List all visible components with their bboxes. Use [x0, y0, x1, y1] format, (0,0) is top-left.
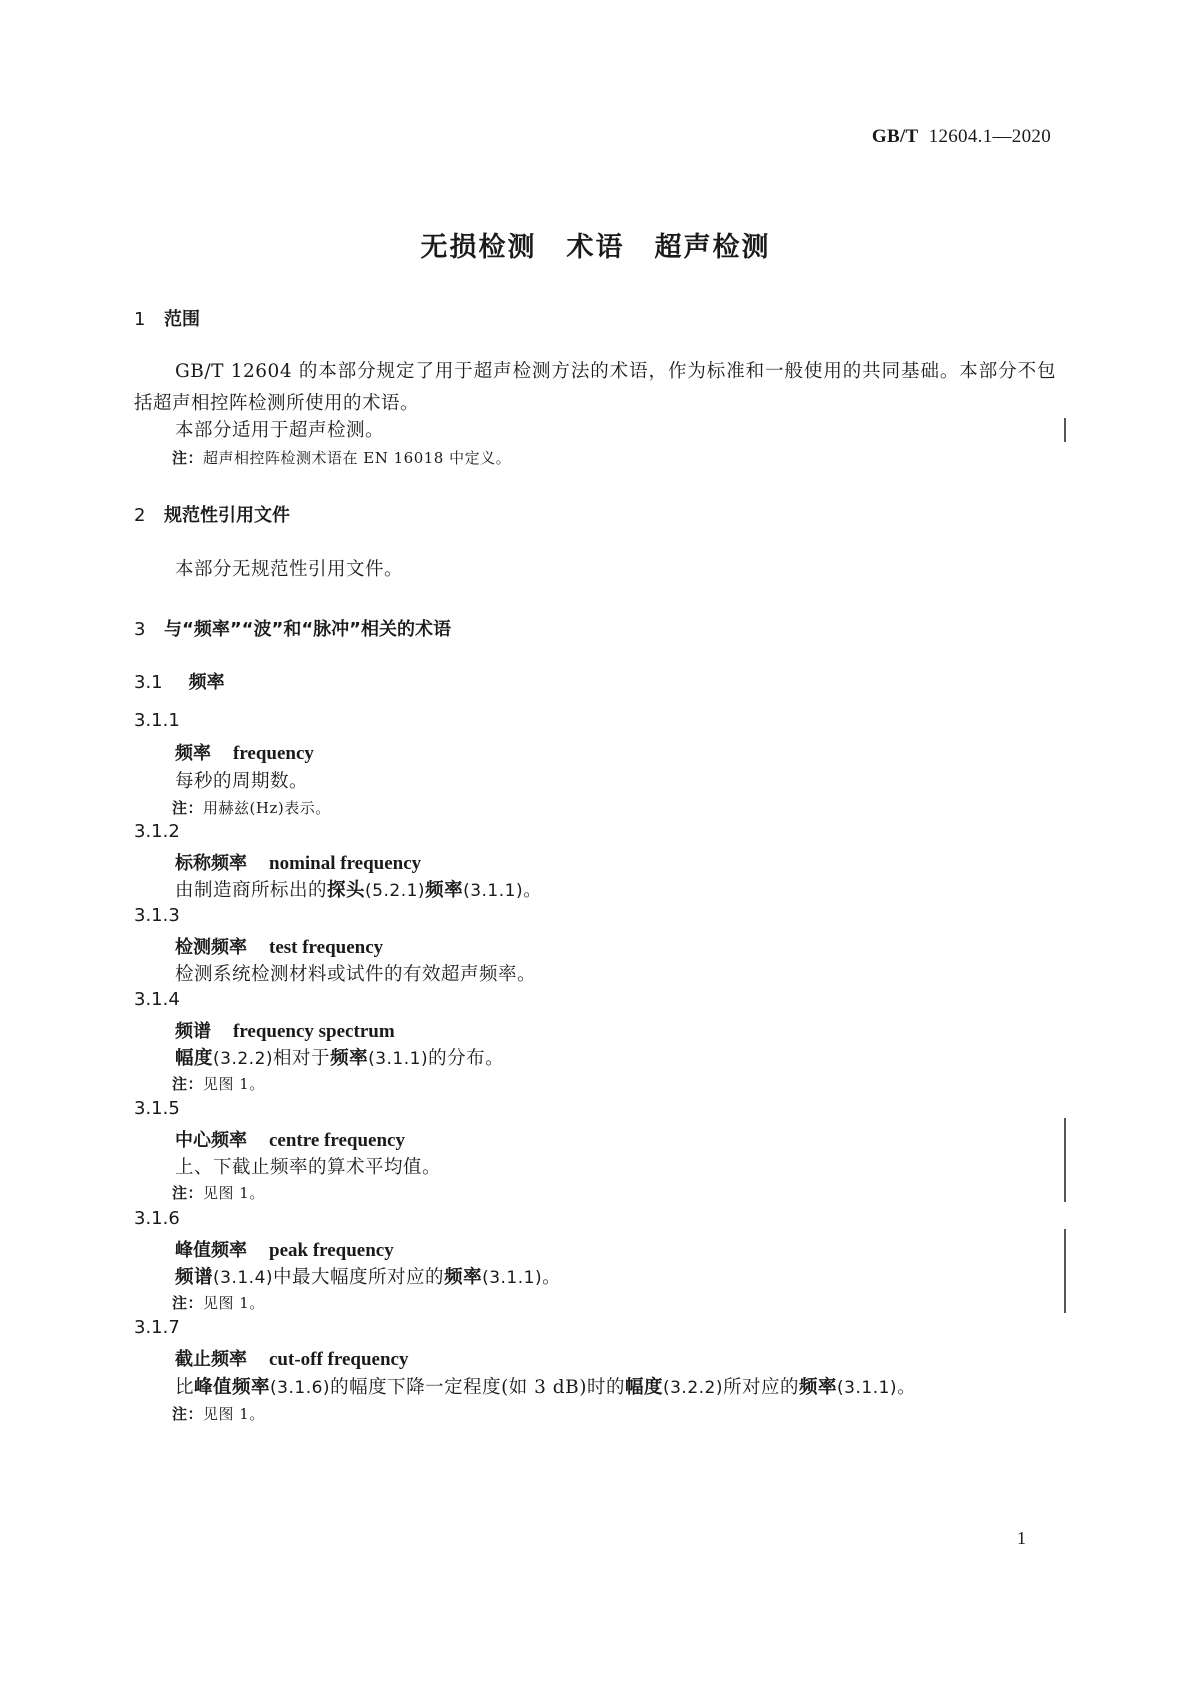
- term-definition: 上、下截止频率的算术平均值。: [175, 1157, 442, 1178]
- change-bar: [1064, 418, 1066, 442]
- section-number: 1: [134, 309, 146, 330]
- note-label: 注：: [172, 449, 204, 467]
- definition-clause-ref: (3.2.2): [213, 1049, 274, 1069]
- definition-clause-ref: (3.1.6): [270, 1378, 331, 1398]
- note-text: 见图 1。: [203, 1184, 265, 1202]
- definition-text: 。: [897, 1377, 917, 1398]
- definition-text: 中最大幅度所对应的: [273, 1267, 445, 1288]
- definition-term-ref: 频谱: [175, 1267, 214, 1288]
- clause-number: 3.1.2: [134, 821, 180, 842]
- clause-number: 3.1.6: [134, 1208, 180, 1229]
- term-note: [172, 1292, 265, 1313]
- note-text: 见图 1。: [203, 1294, 265, 1312]
- note-label: 注：: [172, 1405, 204, 1423]
- term-zh: 检测频率: [175, 937, 247, 958]
- definition-clause-ref: (3.1.4): [213, 1268, 274, 1288]
- section-title: 规范性引用文件: [164, 505, 290, 526]
- page-number: 1: [1017, 1528, 1026, 1548]
- term-en: frequency: [233, 743, 314, 764]
- term-note: [172, 797, 331, 818]
- term-zh: 中心频率: [175, 1130, 247, 1151]
- definition-term-ref: 频率: [330, 1048, 369, 1069]
- term-zh: 截止频率: [175, 1349, 247, 1370]
- title-part-3: 超声检测: [654, 232, 771, 263]
- term-definition: [175, 1263, 561, 1289]
- definition-clause-ref: (3.1.1): [368, 1049, 429, 1069]
- definition-term-ref: 幅度: [175, 1048, 214, 1069]
- section-title: 频率: [188, 672, 225, 693]
- definition-text: 。: [542, 1267, 562, 1288]
- term-entry: [175, 1126, 405, 1152]
- definition-clause-ref: (3.1.1): [837, 1378, 898, 1398]
- standard-number: 12604.1—2020: [928, 126, 1051, 147]
- section-1-paragraph-1: GB/T 12604 的本部分规定了用于超声检测方法的术语，作为标准和一般使用的共同基础。本部分不包括超声相控阵检测所使用的术语。: [134, 361, 1056, 414]
- term-entry: [175, 1236, 394, 1262]
- clause-number: 3.1.1: [134, 710, 180, 731]
- definition-term-ref: 峰值频率: [194, 1377, 271, 1398]
- definition-text: 的幅度下降一定程度(如 3 dB)时的: [330, 1377, 625, 1398]
- note-label: 注：: [172, 1294, 204, 1312]
- clause-number: 3.1.3: [134, 905, 180, 926]
- definition-clause-ref: (3.1.1): [463, 881, 524, 901]
- definition-text: 由制造商所标出的: [175, 880, 328, 901]
- definition-text: 所对应的: [723, 1377, 800, 1398]
- term-en: peak frequency: [269, 1240, 394, 1261]
- note-text: 用赫兹(Hz)表示。: [203, 799, 331, 817]
- definition-text: 。: [523, 880, 543, 901]
- definition-term-ref: 探头: [327, 880, 366, 901]
- clause-number: 3.1.7: [134, 1317, 180, 1338]
- term-note: [172, 1403, 265, 1424]
- section-1-heading: [134, 305, 200, 331]
- term-entry: [175, 849, 421, 875]
- term-definition: [175, 876, 542, 902]
- term-en: centre frequency: [269, 1130, 405, 1151]
- change-bar: [1064, 1229, 1066, 1313]
- term-entry: [175, 1017, 395, 1043]
- definition-text: 的分布。: [428, 1048, 505, 1069]
- term-definition: 每秒的周期数。: [175, 771, 309, 792]
- term-note: [172, 1182, 265, 1203]
- section-2-heading: [134, 501, 290, 527]
- definition-clause-ref: (3.1.1): [482, 1268, 543, 1288]
- term-entry: [175, 933, 383, 959]
- term-en: test frequency: [269, 937, 384, 958]
- note-text: 超声相控阵检测术语在 EN 16018 中定义。: [203, 449, 512, 467]
- section-2-paragraph: 本部分无规范性引用文件。: [175, 559, 404, 580]
- note-label: 注：: [172, 1075, 204, 1093]
- term-en: cut-off frequency: [269, 1349, 409, 1370]
- definition-term-ref: 频率: [444, 1267, 483, 1288]
- term-zh: 频率: [175, 743, 211, 764]
- term-definition: [175, 1044, 504, 1070]
- term-entry: [175, 1345, 408, 1371]
- term-definition: 检测系统检测材料或试件的有效超声频率。: [175, 964, 537, 985]
- term-entry: [175, 739, 314, 765]
- definition-text: 比: [175, 1377, 195, 1398]
- definition-term-ref: 频率: [425, 880, 464, 901]
- term-en: nominal frequency: [269, 853, 422, 874]
- section-1-paragraph-2: 本部分适用于超声检测。: [175, 420, 385, 441]
- section-3-heading: [134, 615, 451, 641]
- term-en: frequency spectrum: [233, 1021, 395, 1042]
- clause-number: 3.1.4: [134, 989, 180, 1010]
- section-number: 3: [134, 619, 146, 640]
- definition-clause-ref: (5.2.1): [365, 881, 426, 901]
- standard-code: [872, 126, 1051, 148]
- title-part-1: 无损检测: [420, 232, 537, 263]
- definition-text: 相对于: [273, 1048, 331, 1069]
- note-label: 注：: [172, 799, 204, 817]
- section-3-1-heading: [134, 668, 225, 694]
- section-number: 3.1: [134, 672, 163, 693]
- note-text: 见图 1。: [203, 1075, 265, 1093]
- definition-term-ref: 幅度: [624, 1377, 663, 1398]
- section-title: 与“频率”“波”和“脉冲”相关的术语: [164, 619, 451, 640]
- section-number: 2: [134, 505, 146, 526]
- clause-number: 3.1.5: [134, 1098, 180, 1119]
- standard-prefix: GB/T: [871, 126, 919, 147]
- note-label: 注：: [172, 1184, 204, 1202]
- section-1-note: [172, 447, 511, 468]
- change-bar: [1064, 1118, 1066, 1202]
- definition-clause-ref: (3.2.2): [662, 1378, 724, 1398]
- term-note: [172, 1073, 265, 1094]
- term-zh: 标称频率: [175, 853, 247, 874]
- term-zh: 峰值频率: [175, 1240, 247, 1261]
- title-part-2: 术语: [566, 232, 625, 263]
- note-text: 见图 1。: [203, 1405, 265, 1423]
- term-definition: [175, 1373, 916, 1399]
- definition-term-ref: 频率: [799, 1377, 838, 1398]
- section-title: 范围: [164, 309, 200, 330]
- document-title: [0, 225, 1191, 264]
- term-zh: 频谱: [175, 1021, 211, 1042]
